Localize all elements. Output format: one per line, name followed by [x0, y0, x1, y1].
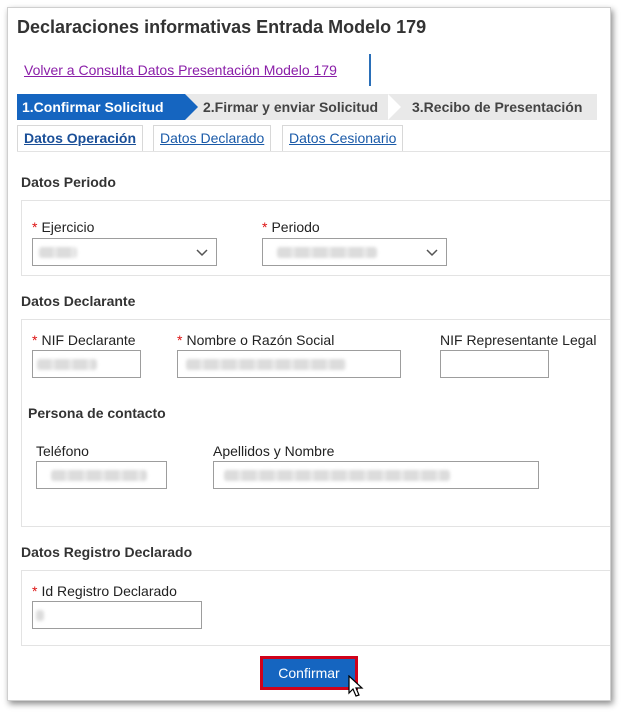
- required-marker: *: [32, 219, 38, 235]
- nif-representante-input[interactable]: [440, 350, 549, 378]
- chevron-down-icon: [425, 243, 439, 261]
- required-marker: *: [177, 332, 183, 348]
- periodo-label: [262, 219, 320, 235]
- tab-datos-cesionario[interactable]: Datos Cesionario: [282, 125, 403, 151]
- periodo-select[interactable]: [262, 238, 447, 266]
- required-marker: *: [32, 583, 38, 599]
- section-title-datos-periodo: Datos Periodo: [21, 174, 116, 190]
- tab-datos-declarado[interactable]: Datos Declarado: [153, 125, 271, 151]
- telefono-input[interactable]: [36, 461, 167, 489]
- ejercicio-select[interactable]: [32, 238, 217, 266]
- step-recibo-presentacion: 3.Recibo de Presentación: [412, 99, 583, 115]
- required-marker: *: [262, 219, 268, 235]
- confirmar-button[interactable]: Confirmar: [260, 656, 358, 690]
- section-title-datos-declarante: Datos Declarante: [21, 293, 136, 309]
- telefono-label: Teléfono: [36, 443, 89, 459]
- page-title: Declaraciones informativas Entrada Modelo 179: [17, 17, 427, 37]
- nombre-razon-social-label-text: Nombre o Razón Social: [186, 332, 335, 348]
- redacted-value: [51, 470, 147, 481]
- datos-periodo-panel: [21, 200, 611, 276]
- chevron-down-icon: [195, 243, 209, 261]
- redacted-value: [36, 610, 44, 621]
- nif-declarante-label-text: NIF Declarante: [41, 332, 136, 348]
- redacted-value: [39, 247, 77, 258]
- nif-declarante-input[interactable]: [32, 350, 141, 378]
- ejercicio-label-text: Ejercicio: [41, 219, 95, 235]
- tabs-divider: [17, 151, 611, 152]
- apellidos-nombre-input[interactable]: [213, 461, 539, 489]
- id-registro-label-text: Id Registro Declarado: [41, 583, 177, 599]
- stepper: [17, 94, 597, 120]
- step-firmar-enviar: 2.Firmar y enviar Solicitud: [197, 94, 397, 120]
- step-confirmar-solicitud: 1.Confirmar Solicitud: [17, 94, 185, 120]
- link-separator: [369, 54, 371, 86]
- datos-declarante-panel: [21, 319, 611, 527]
- nombre-razon-social-label: [177, 332, 334, 348]
- tab-datos-operacion[interactable]: Datos Operación: [17, 125, 143, 151]
- back-to-consulta-link[interactable]: Volver a Consulta Datos Presentación Modelo 179: [24, 62, 337, 78]
- periodo-label-text: Periodo: [271, 219, 320, 235]
- ejercicio-label: [32, 219, 94, 235]
- nif-representante-label: NIF Representante Legal: [440, 332, 597, 348]
- redacted-value: [277, 247, 377, 258]
- redacted-value: [224, 470, 450, 481]
- redacted-value: [186, 359, 346, 370]
- apellidos-nombre-label: Apellidos y Nombre: [213, 443, 335, 459]
- datos-registro-panel: [21, 570, 611, 646]
- mouse-pointer-icon: [348, 675, 364, 699]
- nif-declarante-label: [32, 332, 136, 348]
- redacted-value: [37, 359, 97, 370]
- id-registro-label: [32, 583, 177, 599]
- app-window: [7, 7, 611, 701]
- section-title-datos-registro: Datos Registro Declarado: [21, 544, 193, 560]
- required-marker: *: [32, 332, 38, 348]
- id-registro-input[interactable]: [32, 601, 202, 629]
- nombre-razon-social-input[interactable]: [177, 350, 401, 378]
- persona-contacto-title: Persona de contacto: [28, 405, 166, 421]
